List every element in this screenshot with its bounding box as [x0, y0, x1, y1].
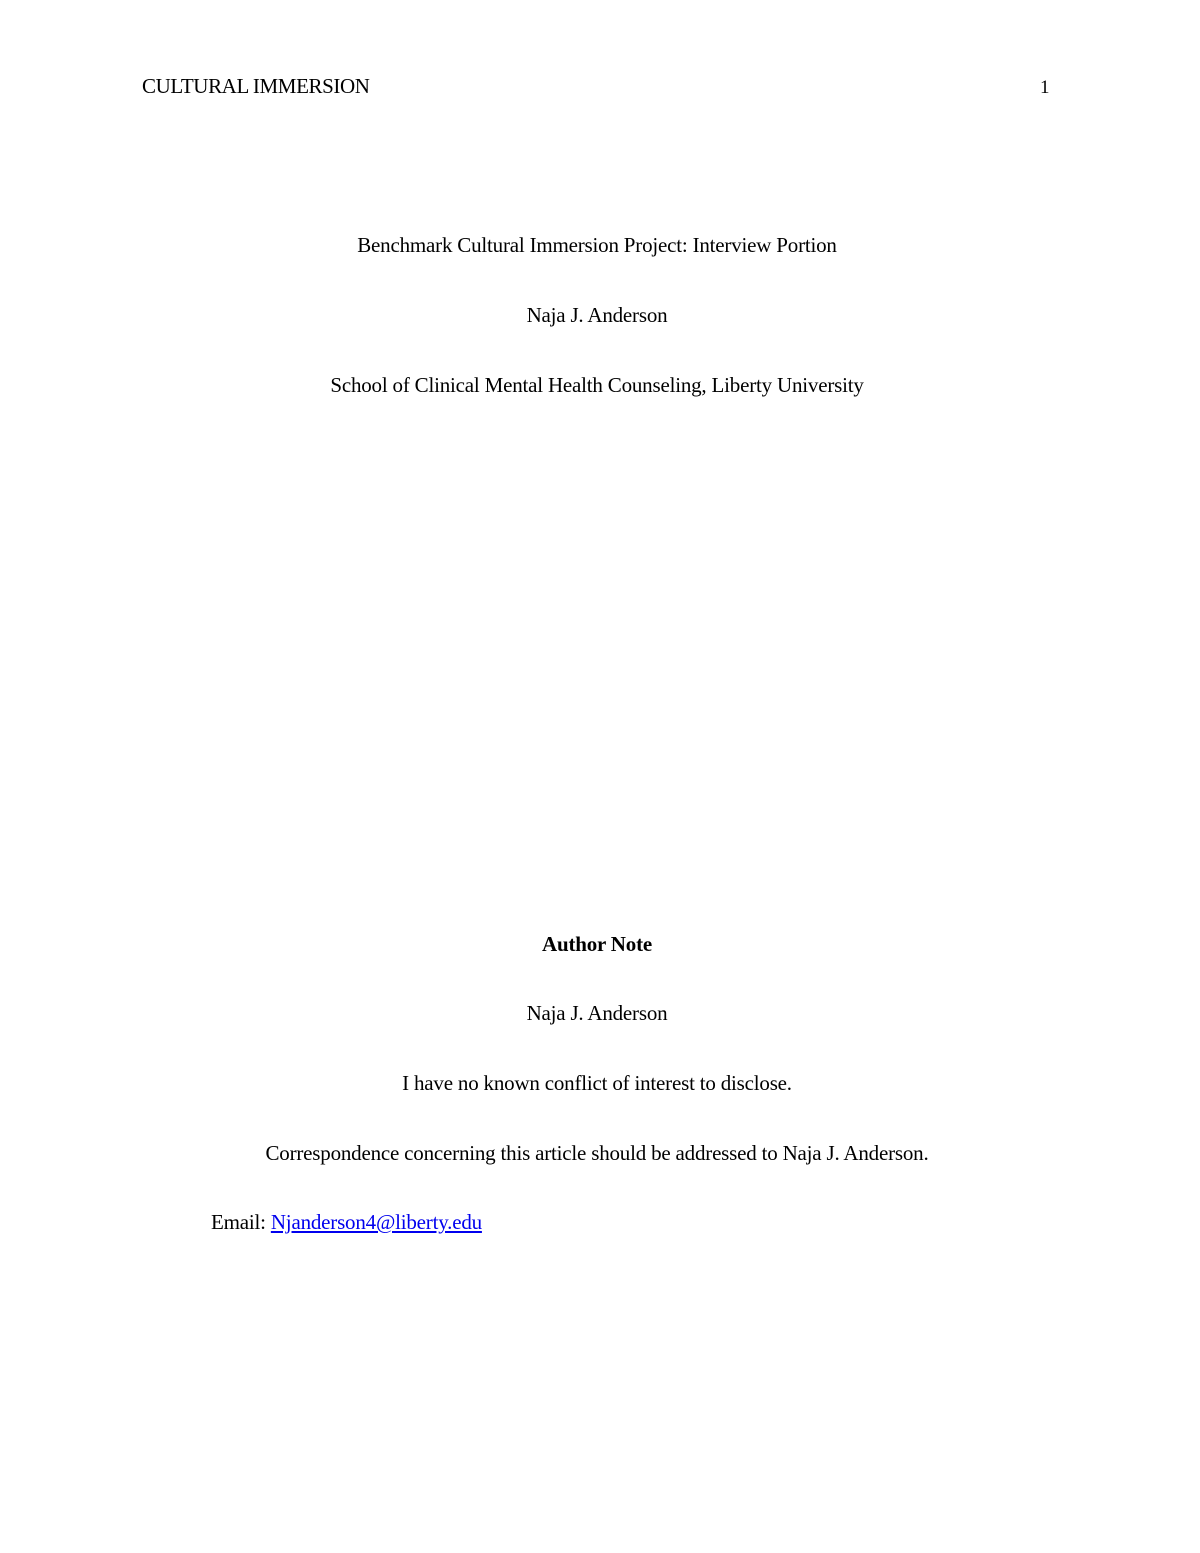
email-label: Email: — [211, 1210, 271, 1234]
author-note-name: Naja J. Anderson — [526, 1001, 668, 1025]
email-link[interactable]: Njanderson4@liberty.edu — [270, 1210, 482, 1234]
author-note-heading: Author Note — [542, 932, 652, 956]
correspondence-statement: Correspondence concerning this article should be addressed to Naja J. Anderson. — [265, 1141, 929, 1165]
conflict-of-interest-statement: I have no known conflict of interest to disclose. — [402, 1071, 792, 1095]
author-affiliation: School of Clinical Mental Health Counseling, Liberty University — [330, 373, 864, 397]
page-number: 1 — [1040, 77, 1050, 98]
running-head: CULTURAL IMMERSION — [142, 74, 370, 98]
paper-title: Benchmark Cultural Immersion Project: Interview Portion — [357, 233, 837, 257]
author-name: Naja J. Anderson — [526, 303, 668, 327]
email-line — [211, 1209, 482, 1235]
